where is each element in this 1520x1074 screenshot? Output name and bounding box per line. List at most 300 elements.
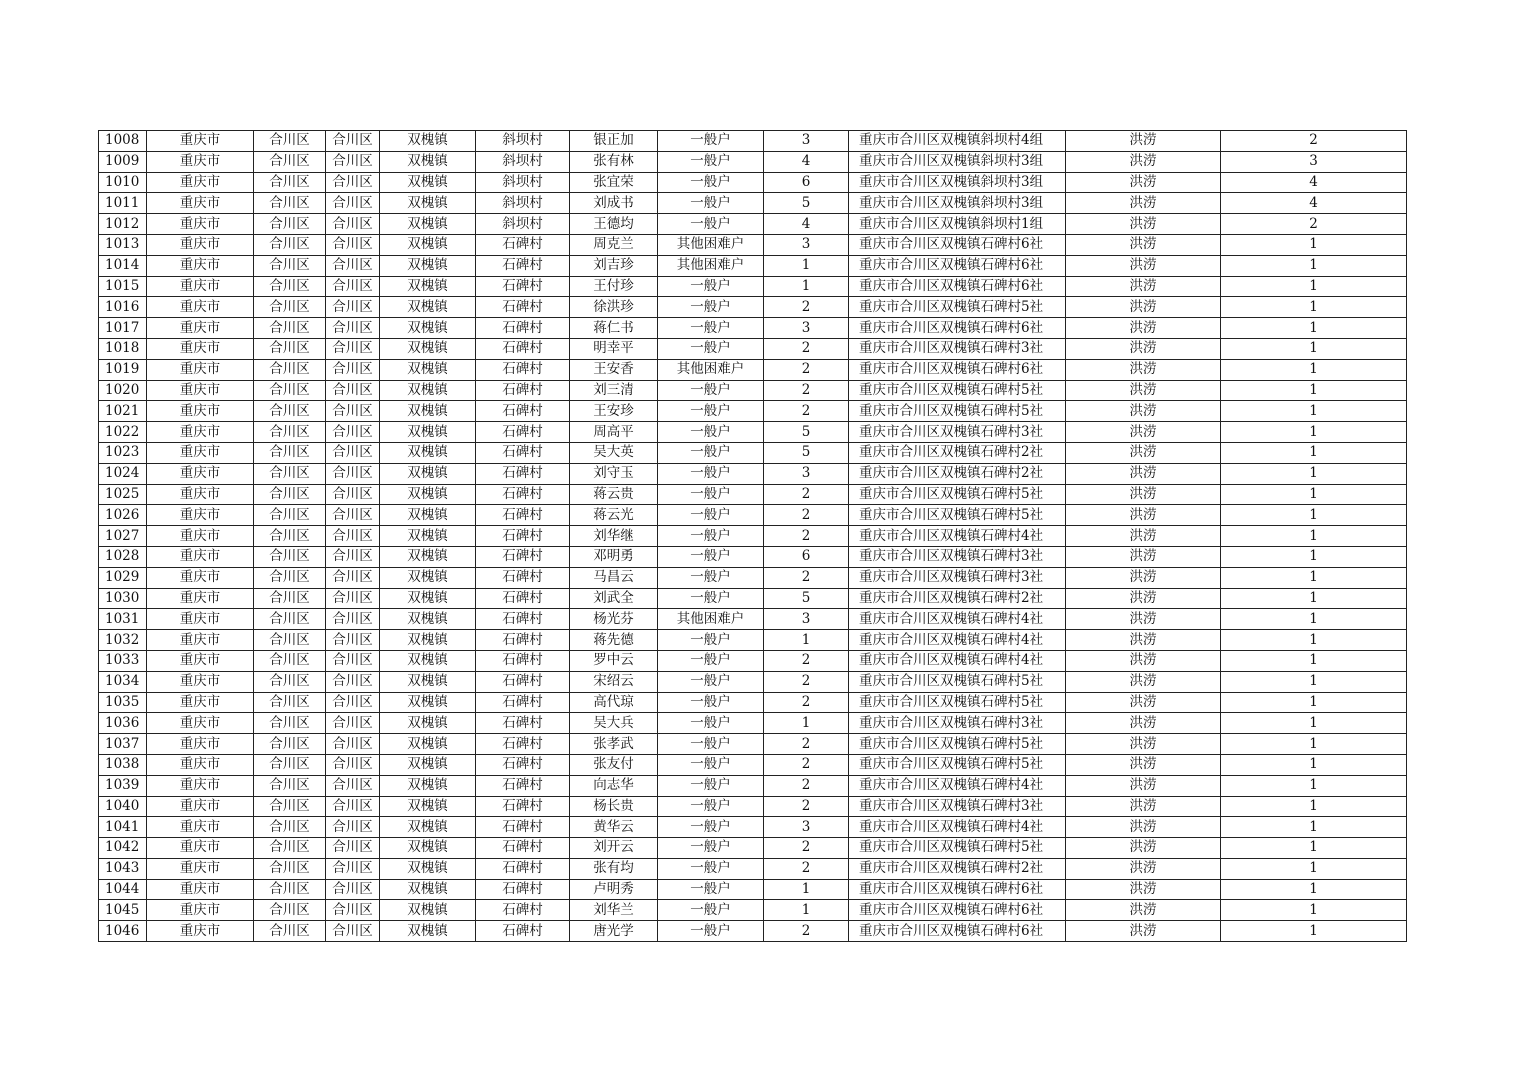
cell-disaster-type: 洪涝 [1066,484,1221,505]
cell-household-size: 3 [764,234,849,255]
cell-row-id: 1030 [99,588,147,609]
cell-household-type: 一般户 [658,193,764,214]
cell-address: 重庆市合川区双槐镇石碑村4社 [849,526,1066,547]
cell-county: 合川区 [326,297,380,318]
cell-row-id: 1036 [99,713,147,734]
cell-district: 合川区 [254,858,326,879]
cell-town: 双槐镇 [380,359,476,380]
cell-disaster-type: 洪涝 [1066,297,1221,318]
cell-village: 石碑村 [476,255,570,276]
cell-name: 马昌云 [570,567,658,588]
cell-district: 合川区 [254,505,326,526]
cell-count: 1 [1221,276,1407,297]
cell-district: 合川区 [254,338,326,359]
table-row [99,879,1407,900]
cell-count: 1 [1221,380,1407,401]
cell-address: 重庆市合川区双槐镇石碑村5社 [849,671,1066,692]
cell-count: 1 [1221,234,1407,255]
cell-disaster-type: 洪涝 [1066,318,1221,339]
cell-village: 石碑村 [476,671,570,692]
cell-address: 重庆市合川区双槐镇石碑村6社 [849,921,1066,942]
cell-row-id: 1028 [99,546,147,567]
cell-count: 1 [1221,588,1407,609]
cell-village: 石碑村 [476,900,570,921]
table-row [99,401,1407,422]
cell-village: 斜坝村 [476,151,570,172]
cell-name: 周高平 [570,422,658,443]
cell-district: 合川区 [254,775,326,796]
cell-name: 徐洪珍 [570,297,658,318]
cell-name: 吴大英 [570,442,658,463]
cell-household-size: 2 [764,734,849,755]
cell-disaster-type: 洪涝 [1066,879,1221,900]
cell-row-id: 1042 [99,838,147,859]
cell-town: 双槐镇 [380,463,476,484]
cell-county: 合川区 [326,692,380,713]
cell-county: 合川区 [326,442,380,463]
cell-disaster-type: 洪涝 [1066,630,1221,651]
cell-household-size: 2 [764,297,849,318]
cell-household-size: 3 [764,131,849,152]
cell-county: 合川区 [326,276,380,297]
table-row [99,546,1407,567]
cell-city: 重庆市 [147,131,254,152]
cell-village: 石碑村 [476,650,570,671]
cell-household-size: 3 [764,817,849,838]
cell-household-type: 一般户 [658,463,764,484]
cell-household-type: 一般户 [658,650,764,671]
cell-household-type: 一般户 [658,380,764,401]
cell-address: 重庆市合川区双槐镇斜坝村3组 [849,151,1066,172]
cell-row-id: 1023 [99,442,147,463]
cell-address: 重庆市合川区双槐镇石碑村4社 [849,630,1066,651]
cell-name: 明幸平 [570,338,658,359]
cell-household-size: 1 [764,879,849,900]
cell-village: 石碑村 [476,692,570,713]
cell-address: 重庆市合川区双槐镇石碑村4社 [849,609,1066,630]
cell-town: 双槐镇 [380,442,476,463]
cell-name: 王安香 [570,359,658,380]
cell-district: 合川区 [254,921,326,942]
cell-town: 双槐镇 [380,713,476,734]
cell-disaster-type: 洪涝 [1066,900,1221,921]
cell-district: 合川区 [254,380,326,401]
cell-row-id: 1016 [99,297,147,318]
cell-count: 1 [1221,297,1407,318]
cell-name: 邓明勇 [570,546,658,567]
cell-village: 斜坝村 [476,172,570,193]
cell-row-id: 1040 [99,796,147,817]
cell-town: 双槐镇 [380,234,476,255]
cell-disaster-type: 洪涝 [1066,526,1221,547]
cell-row-id: 1020 [99,380,147,401]
cell-row-id: 1038 [99,754,147,775]
cell-address: 重庆市合川区双槐镇石碑村6社 [849,879,1066,900]
table-row [99,713,1407,734]
cell-address: 重庆市合川区双槐镇石碑村3社 [849,546,1066,567]
cell-count: 1 [1221,318,1407,339]
cell-district: 合川区 [254,650,326,671]
cell-district: 合川区 [254,817,326,838]
cell-town: 双槐镇 [380,338,476,359]
cell-district: 合川区 [254,359,326,380]
cell-household-type: 一般户 [658,879,764,900]
cell-address: 重庆市合川区双槐镇石碑村6社 [849,318,1066,339]
table-row [99,526,1407,547]
cell-name: 刘守玉 [570,463,658,484]
cell-household-size: 1 [764,255,849,276]
cell-village: 石碑村 [476,567,570,588]
cell-disaster-type: 洪涝 [1066,609,1221,630]
cell-city: 重庆市 [147,276,254,297]
cell-address: 重庆市合川区双槐镇石碑村5社 [849,734,1066,755]
cell-town: 双槐镇 [380,609,476,630]
cell-county: 合川区 [326,401,380,422]
cell-row-id: 1013 [99,234,147,255]
cell-town: 双槐镇 [380,255,476,276]
cell-disaster-type: 洪涝 [1066,401,1221,422]
cell-count: 1 [1221,692,1407,713]
cell-district: 合川区 [254,900,326,921]
cell-count: 1 [1221,713,1407,734]
cell-name: 蒋先德 [570,630,658,651]
cell-district: 合川区 [254,401,326,422]
cell-count: 1 [1221,630,1407,651]
cell-city: 重庆市 [147,630,254,651]
cell-name: 刘开云 [570,838,658,859]
cell-count: 1 [1221,609,1407,630]
table-row [99,131,1407,152]
cell-address: 重庆市合川区双槐镇石碑村2社 [849,588,1066,609]
cell-row-id: 1015 [99,276,147,297]
cell-disaster-type: 洪涝 [1066,193,1221,214]
cell-city: 重庆市 [147,401,254,422]
table-row [99,567,1407,588]
table-body [99,131,1407,942]
cell-county: 合川区 [326,713,380,734]
cell-household-size: 2 [764,796,849,817]
cell-count: 1 [1221,775,1407,796]
cell-village: 石碑村 [476,879,570,900]
cell-count: 1 [1221,567,1407,588]
cell-household-type: 一般户 [658,546,764,567]
cell-disaster-type: 洪涝 [1066,858,1221,879]
cell-village: 石碑村 [476,463,570,484]
cell-district: 合川区 [254,276,326,297]
cell-city: 重庆市 [147,380,254,401]
cell-household-size: 3 [764,463,849,484]
cell-household-type: 一般户 [658,692,764,713]
cell-household-type: 一般户 [658,734,764,755]
cell-county: 合川区 [326,151,380,172]
cell-address: 重庆市合川区双槐镇石碑村5社 [849,754,1066,775]
cell-household-size: 2 [764,838,849,859]
cell-household-size: 2 [764,380,849,401]
cell-county: 合川区 [326,359,380,380]
cell-row-id: 1029 [99,567,147,588]
cell-town: 双槐镇 [380,484,476,505]
cell-household-type: 一般户 [658,276,764,297]
cell-disaster-type: 洪涝 [1066,234,1221,255]
table-row [99,754,1407,775]
cell-disaster-type: 洪涝 [1066,671,1221,692]
cell-town: 双槐镇 [380,630,476,651]
cell-household-size: 2 [764,692,849,713]
cell-district: 合川区 [254,234,326,255]
table-row [99,276,1407,297]
cell-disaster-type: 洪涝 [1066,567,1221,588]
cell-town: 双槐镇 [380,734,476,755]
cell-disaster-type: 洪涝 [1066,151,1221,172]
cell-household-size: 6 [764,546,849,567]
cell-name: 王安珍 [570,401,658,422]
cell-village: 石碑村 [476,380,570,401]
cell-district: 合川区 [254,838,326,859]
cell-district: 合川区 [254,609,326,630]
cell-name: 张孝武 [570,734,658,755]
cell-household-size: 3 [764,609,849,630]
cell-row-id: 1033 [99,650,147,671]
cell-row-id: 1044 [99,879,147,900]
table-row [99,255,1407,276]
cell-town: 双槐镇 [380,172,476,193]
cell-disaster-type: 洪涝 [1066,505,1221,526]
cell-name: 唐光学 [570,921,658,942]
cell-disaster-type: 洪涝 [1066,692,1221,713]
cell-address: 重庆市合川区双槐镇石碑村3社 [849,796,1066,817]
cell-disaster-type: 洪涝 [1066,588,1221,609]
cell-household-type: 一般户 [658,567,764,588]
cell-household-size: 2 [764,567,849,588]
cell-city: 重庆市 [147,422,254,443]
cell-district: 合川区 [254,172,326,193]
cell-county: 合川区 [326,754,380,775]
cell-address: 重庆市合川区双槐镇石碑村2社 [849,463,1066,484]
cell-village: 石碑村 [476,338,570,359]
cell-count: 2 [1221,131,1407,152]
cell-address: 重庆市合川区双槐镇斜坝村3组 [849,172,1066,193]
cell-city: 重庆市 [147,255,254,276]
table-row [99,359,1407,380]
cell-disaster-type: 洪涝 [1066,775,1221,796]
cell-address: 重庆市合川区双槐镇石碑村3社 [849,567,1066,588]
cell-disaster-type: 洪涝 [1066,255,1221,276]
cell-city: 重庆市 [147,193,254,214]
cell-household-size: 2 [764,671,849,692]
table-row [99,858,1407,879]
cell-city: 重庆市 [147,338,254,359]
cell-count: 1 [1221,255,1407,276]
cell-town: 双槐镇 [380,858,476,879]
cell-county: 合川区 [326,588,380,609]
cell-district: 合川区 [254,734,326,755]
cell-city: 重庆市 [147,734,254,755]
cell-county: 合川区 [326,838,380,859]
cell-address: 重庆市合川区双槐镇斜坝村1组 [849,214,1066,235]
cell-household-size: 2 [764,921,849,942]
cell-village: 石碑村 [476,609,570,630]
cell-household-size: 6 [764,172,849,193]
cell-count: 4 [1221,172,1407,193]
cell-household-type: 一般户 [658,858,764,879]
cell-city: 重庆市 [147,546,254,567]
cell-count: 1 [1221,338,1407,359]
cell-household-type: 一般户 [658,526,764,547]
cell-count: 1 [1221,671,1407,692]
cell-county: 合川区 [326,338,380,359]
cell-village: 石碑村 [476,858,570,879]
cell-city: 重庆市 [147,650,254,671]
cell-household-size: 5 [764,442,849,463]
cell-disaster-type: 洪涝 [1066,338,1221,359]
cell-town: 双槐镇 [380,546,476,567]
cell-city: 重庆市 [147,463,254,484]
cell-household-type: 一般户 [658,630,764,651]
table-row [99,505,1407,526]
table-row [99,380,1407,401]
table-row [99,338,1407,359]
cell-city: 重庆市 [147,921,254,942]
table-row [99,796,1407,817]
cell-county: 合川区 [326,567,380,588]
cell-city: 重庆市 [147,775,254,796]
cell-name: 蒋仁书 [570,318,658,339]
cell-village: 石碑村 [476,713,570,734]
cell-name: 张有均 [570,858,658,879]
cell-address: 重庆市合川区双槐镇石碑村5社 [849,692,1066,713]
cell-row-id: 1034 [99,671,147,692]
cell-address: 重庆市合川区双槐镇石碑村2社 [849,858,1066,879]
cell-count: 1 [1221,484,1407,505]
cell-village: 石碑村 [476,775,570,796]
cell-town: 双槐镇 [380,754,476,775]
cell-address: 重庆市合川区双槐镇石碑村4社 [849,650,1066,671]
cell-county: 合川区 [326,796,380,817]
cell-village: 石碑村 [476,630,570,651]
cell-household-size: 2 [764,650,849,671]
cell-address: 重庆市合川区双槐镇石碑村6社 [849,234,1066,255]
cell-town: 双槐镇 [380,151,476,172]
cell-household-size: 2 [764,775,849,796]
table-row [99,463,1407,484]
cell-address: 重庆市合川区双槐镇石碑村5社 [849,838,1066,859]
cell-village: 斜坝村 [476,214,570,235]
cell-disaster-type: 洪涝 [1066,359,1221,380]
cell-count: 1 [1221,858,1407,879]
cell-name: 王德均 [570,214,658,235]
table-row [99,214,1407,235]
cell-count: 1 [1221,463,1407,484]
cell-name: 张有林 [570,151,658,172]
cell-district: 合川区 [254,671,326,692]
cell-village: 石碑村 [476,505,570,526]
cell-count: 1 [1221,900,1407,921]
cell-address: 重庆市合川区双槐镇斜坝村3组 [849,193,1066,214]
cell-address: 重庆市合川区双槐镇石碑村5社 [849,484,1066,505]
cell-disaster-type: 洪涝 [1066,713,1221,734]
cell-household-size: 4 [764,214,849,235]
cell-household-type: 一般户 [658,754,764,775]
table-row [99,234,1407,255]
cell-town: 双槐镇 [380,401,476,422]
cell-town: 双槐镇 [380,775,476,796]
cell-district: 合川区 [254,422,326,443]
cell-name: 张宜荣 [570,172,658,193]
cell-town: 双槐镇 [380,422,476,443]
cell-row-id: 1031 [99,609,147,630]
cell-household-size: 2 [764,858,849,879]
cell-household-size: 1 [764,713,849,734]
cell-count: 1 [1221,734,1407,755]
cell-name: 刘华继 [570,526,658,547]
cell-household-size: 5 [764,588,849,609]
cell-name: 蒋云光 [570,505,658,526]
cell-household-size: 5 [764,422,849,443]
cell-row-id: 1041 [99,817,147,838]
cell-household-type: 一般户 [658,214,764,235]
cell-district: 合川区 [254,692,326,713]
cell-name: 刘三清 [570,380,658,401]
cell-count: 1 [1221,650,1407,671]
cell-city: 重庆市 [147,505,254,526]
cell-town: 双槐镇 [380,796,476,817]
cell-town: 双槐镇 [380,650,476,671]
cell-household-type: 一般户 [658,131,764,152]
cell-city: 重庆市 [147,234,254,255]
cell-name: 刘成书 [570,193,658,214]
cell-count: 1 [1221,921,1407,942]
cell-name: 刘武全 [570,588,658,609]
cell-district: 合川区 [254,526,326,547]
cell-county: 合川区 [326,380,380,401]
cell-village: 石碑村 [476,921,570,942]
cell-district: 合川区 [254,796,326,817]
cell-row-id: 1027 [99,526,147,547]
cell-count: 1 [1221,838,1407,859]
cell-city: 重庆市 [147,151,254,172]
cell-village: 斜坝村 [476,131,570,152]
cell-row-id: 1008 [99,131,147,152]
cell-city: 重庆市 [147,796,254,817]
cell-village: 石碑村 [476,401,570,422]
cell-district: 合川区 [254,546,326,567]
cell-disaster-type: 洪涝 [1066,463,1221,484]
cell-district: 合川区 [254,151,326,172]
cell-address: 重庆市合川区双槐镇石碑村5社 [849,297,1066,318]
cell-household-type: 一般户 [658,422,764,443]
cell-district: 合川区 [254,484,326,505]
cell-household-size: 2 [764,754,849,775]
cell-disaster-type: 洪涝 [1066,214,1221,235]
cell-village: 石碑村 [476,276,570,297]
cell-address: 重庆市合川区双槐镇石碑村6社 [849,255,1066,276]
cell-county: 合川区 [326,775,380,796]
cell-count: 1 [1221,879,1407,900]
cell-city: 重庆市 [147,609,254,630]
cell-district: 合川区 [254,463,326,484]
table-row [99,297,1407,318]
cell-city: 重庆市 [147,297,254,318]
cell-county: 合川区 [326,484,380,505]
cell-count: 1 [1221,546,1407,567]
cell-row-id: 1035 [99,692,147,713]
cell-name: 杨长贵 [570,796,658,817]
cell-city: 重庆市 [147,817,254,838]
cell-row-id: 1017 [99,318,147,339]
cell-district: 合川区 [254,131,326,152]
cell-household-type: 其他困难户 [658,234,764,255]
cell-household-size: 1 [764,630,849,651]
